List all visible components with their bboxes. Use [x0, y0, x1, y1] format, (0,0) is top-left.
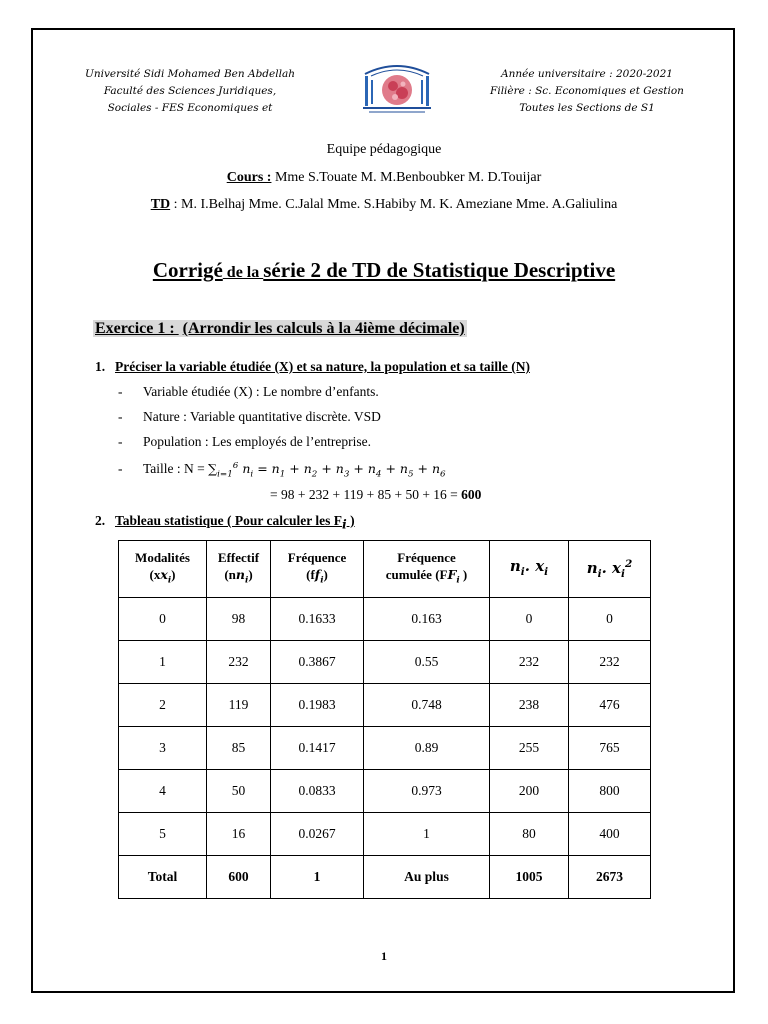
header-left-line: Sociales - FES Economiques et	[107, 102, 273, 114]
table-cell: 255	[490, 727, 569, 770]
table-row	[119, 684, 651, 727]
table-cell: 0.1983	[271, 684, 364, 727]
table-cell: 0.89	[364, 727, 490, 770]
table-cell: 80	[490, 813, 569, 856]
table-cell: Total	[119, 856, 207, 899]
table-cell: 85	[207, 727, 271, 770]
table-cell: 1	[271, 856, 364, 899]
title-part: série 2 de TD de Statistique Descriptive	[263, 258, 616, 282]
table-cell: 0.3867	[271, 641, 364, 684]
table-cell: 0.1633	[271, 598, 364, 641]
sum-values: = 98 + 232 + 119 + 85 + 50 + 16 =	[270, 487, 462, 502]
question-number: 1.	[95, 359, 106, 374]
table-cell: 476	[569, 684, 651, 727]
cours-line	[40, 170, 728, 186]
header-cell: $n_i$. $x_i$	[490, 541, 569, 598]
table-cell: 238	[490, 684, 569, 727]
cours-names: Mme S.Touate M. M.Benboubker M. D.Touijar	[271, 170, 542, 185]
statistics-table	[118, 540, 651, 899]
table-cell: 16	[207, 813, 271, 856]
table-cell: 765	[569, 727, 651, 770]
table-cell: 98	[207, 598, 271, 641]
header-cell: Effectif $(nn_i)$	[207, 541, 271, 598]
sum-formula: $\sum_{i=1}^6$ $n_i = n_1 + n_2 + n_3 + n_4 + n_5 + n_6$	[208, 461, 446, 480]
exercise-label: Exercice 1 :	[95, 320, 179, 337]
table-cell: 50	[207, 770, 271, 813]
table-cell: 600	[207, 856, 271, 899]
table-cell: 4	[119, 770, 207, 813]
university-header	[78, 66, 302, 117]
table-cell: 232	[207, 641, 271, 684]
question-text: Préciser la variable étudiée (X) et sa nature, la population et sa taille (N)	[115, 359, 530, 374]
table-cell: 1	[119, 641, 207, 684]
academic-year-header	[472, 66, 702, 117]
header-cell: Fréquence $(ff_i)$	[271, 541, 364, 598]
sum-total: 600	[461, 487, 482, 502]
header-cell: Modalités $(xx_i)$	[119, 541, 207, 598]
cours-label: Cours :	[226, 170, 272, 185]
taille-label: Taille : N =	[143, 461, 209, 477]
table-cell: 0.163	[364, 598, 490, 641]
table-cell: 5	[119, 813, 207, 856]
sum-line	[270, 487, 481, 503]
table-cell: 2	[119, 684, 207, 727]
header-left-line: Université Sidi Mohamed Ben Abdellah	[85, 68, 295, 80]
page-number: 1	[381, 949, 387, 963]
header-right-line: Toutes les Sections de S1	[519, 102, 655, 114]
header-cell: $n_i$. $x_i^2$	[569, 541, 651, 598]
table-cell: 0.0833	[271, 770, 364, 813]
table-cell: 0	[490, 598, 569, 641]
question-text: Tableau statistique ( Pour calculer les $F_i$ )	[115, 513, 355, 532]
header-right-line: Année universitaire : 2020-2021	[501, 68, 673, 80]
td-names: : M. I.Belhaj Mme. C.Jalal Mme. S.Habiby M. K. Ameziane Mme. A.Galiulina	[170, 197, 618, 212]
table-cell: 800	[569, 770, 651, 813]
table-cell: 0.748	[364, 684, 490, 727]
table-cell: 400	[569, 813, 651, 856]
exercise-note: (Arrondir les calculs à la 4ième décimale)	[182, 320, 465, 337]
university-logo	[359, 60, 435, 118]
td-label: TD	[150, 197, 171, 212]
table-header-row	[119, 541, 651, 598]
table-row	[119, 641, 651, 684]
table-cell: 232	[569, 641, 651, 684]
table-cell: 0.0267	[271, 813, 364, 856]
table-total-row	[119, 856, 651, 899]
header-right-line: Filière : Sc. Economiques et Gestion	[490, 85, 684, 97]
table-cell: 0.973	[364, 770, 490, 813]
table-cell: 1	[364, 813, 490, 856]
table-cell: 200	[490, 770, 569, 813]
table-cell: 0.1417	[271, 727, 364, 770]
td-line	[40, 197, 728, 213]
header-cell: Fréquence cumulée ($FF_i$ )	[364, 541, 490, 598]
table-row	[119, 727, 651, 770]
table-cell: 1005	[490, 856, 569, 899]
exercise-heading	[93, 320, 467, 338]
header-left-line: Faculté des Sciences Juridiques,	[103, 85, 277, 97]
table-cell: 3	[119, 727, 207, 770]
title-part: Corrigé	[152, 258, 223, 282]
table-cell: 0	[119, 598, 207, 641]
title-part: de la	[222, 264, 264, 281]
question-number: 2.	[95, 513, 106, 528]
team-title: Equipe pédagogique	[326, 142, 442, 157]
table-cell: 2673	[569, 856, 651, 899]
table-cell: 0	[569, 598, 651, 641]
table-cell: 119	[207, 684, 271, 727]
table-cell: 232	[490, 641, 569, 684]
table-row	[119, 770, 651, 813]
table-cell: 0.55	[364, 641, 490, 684]
document-title	[40, 258, 728, 283]
table-row	[119, 598, 651, 641]
table-row	[119, 813, 651, 856]
table-cell: Au plus	[364, 856, 490, 899]
